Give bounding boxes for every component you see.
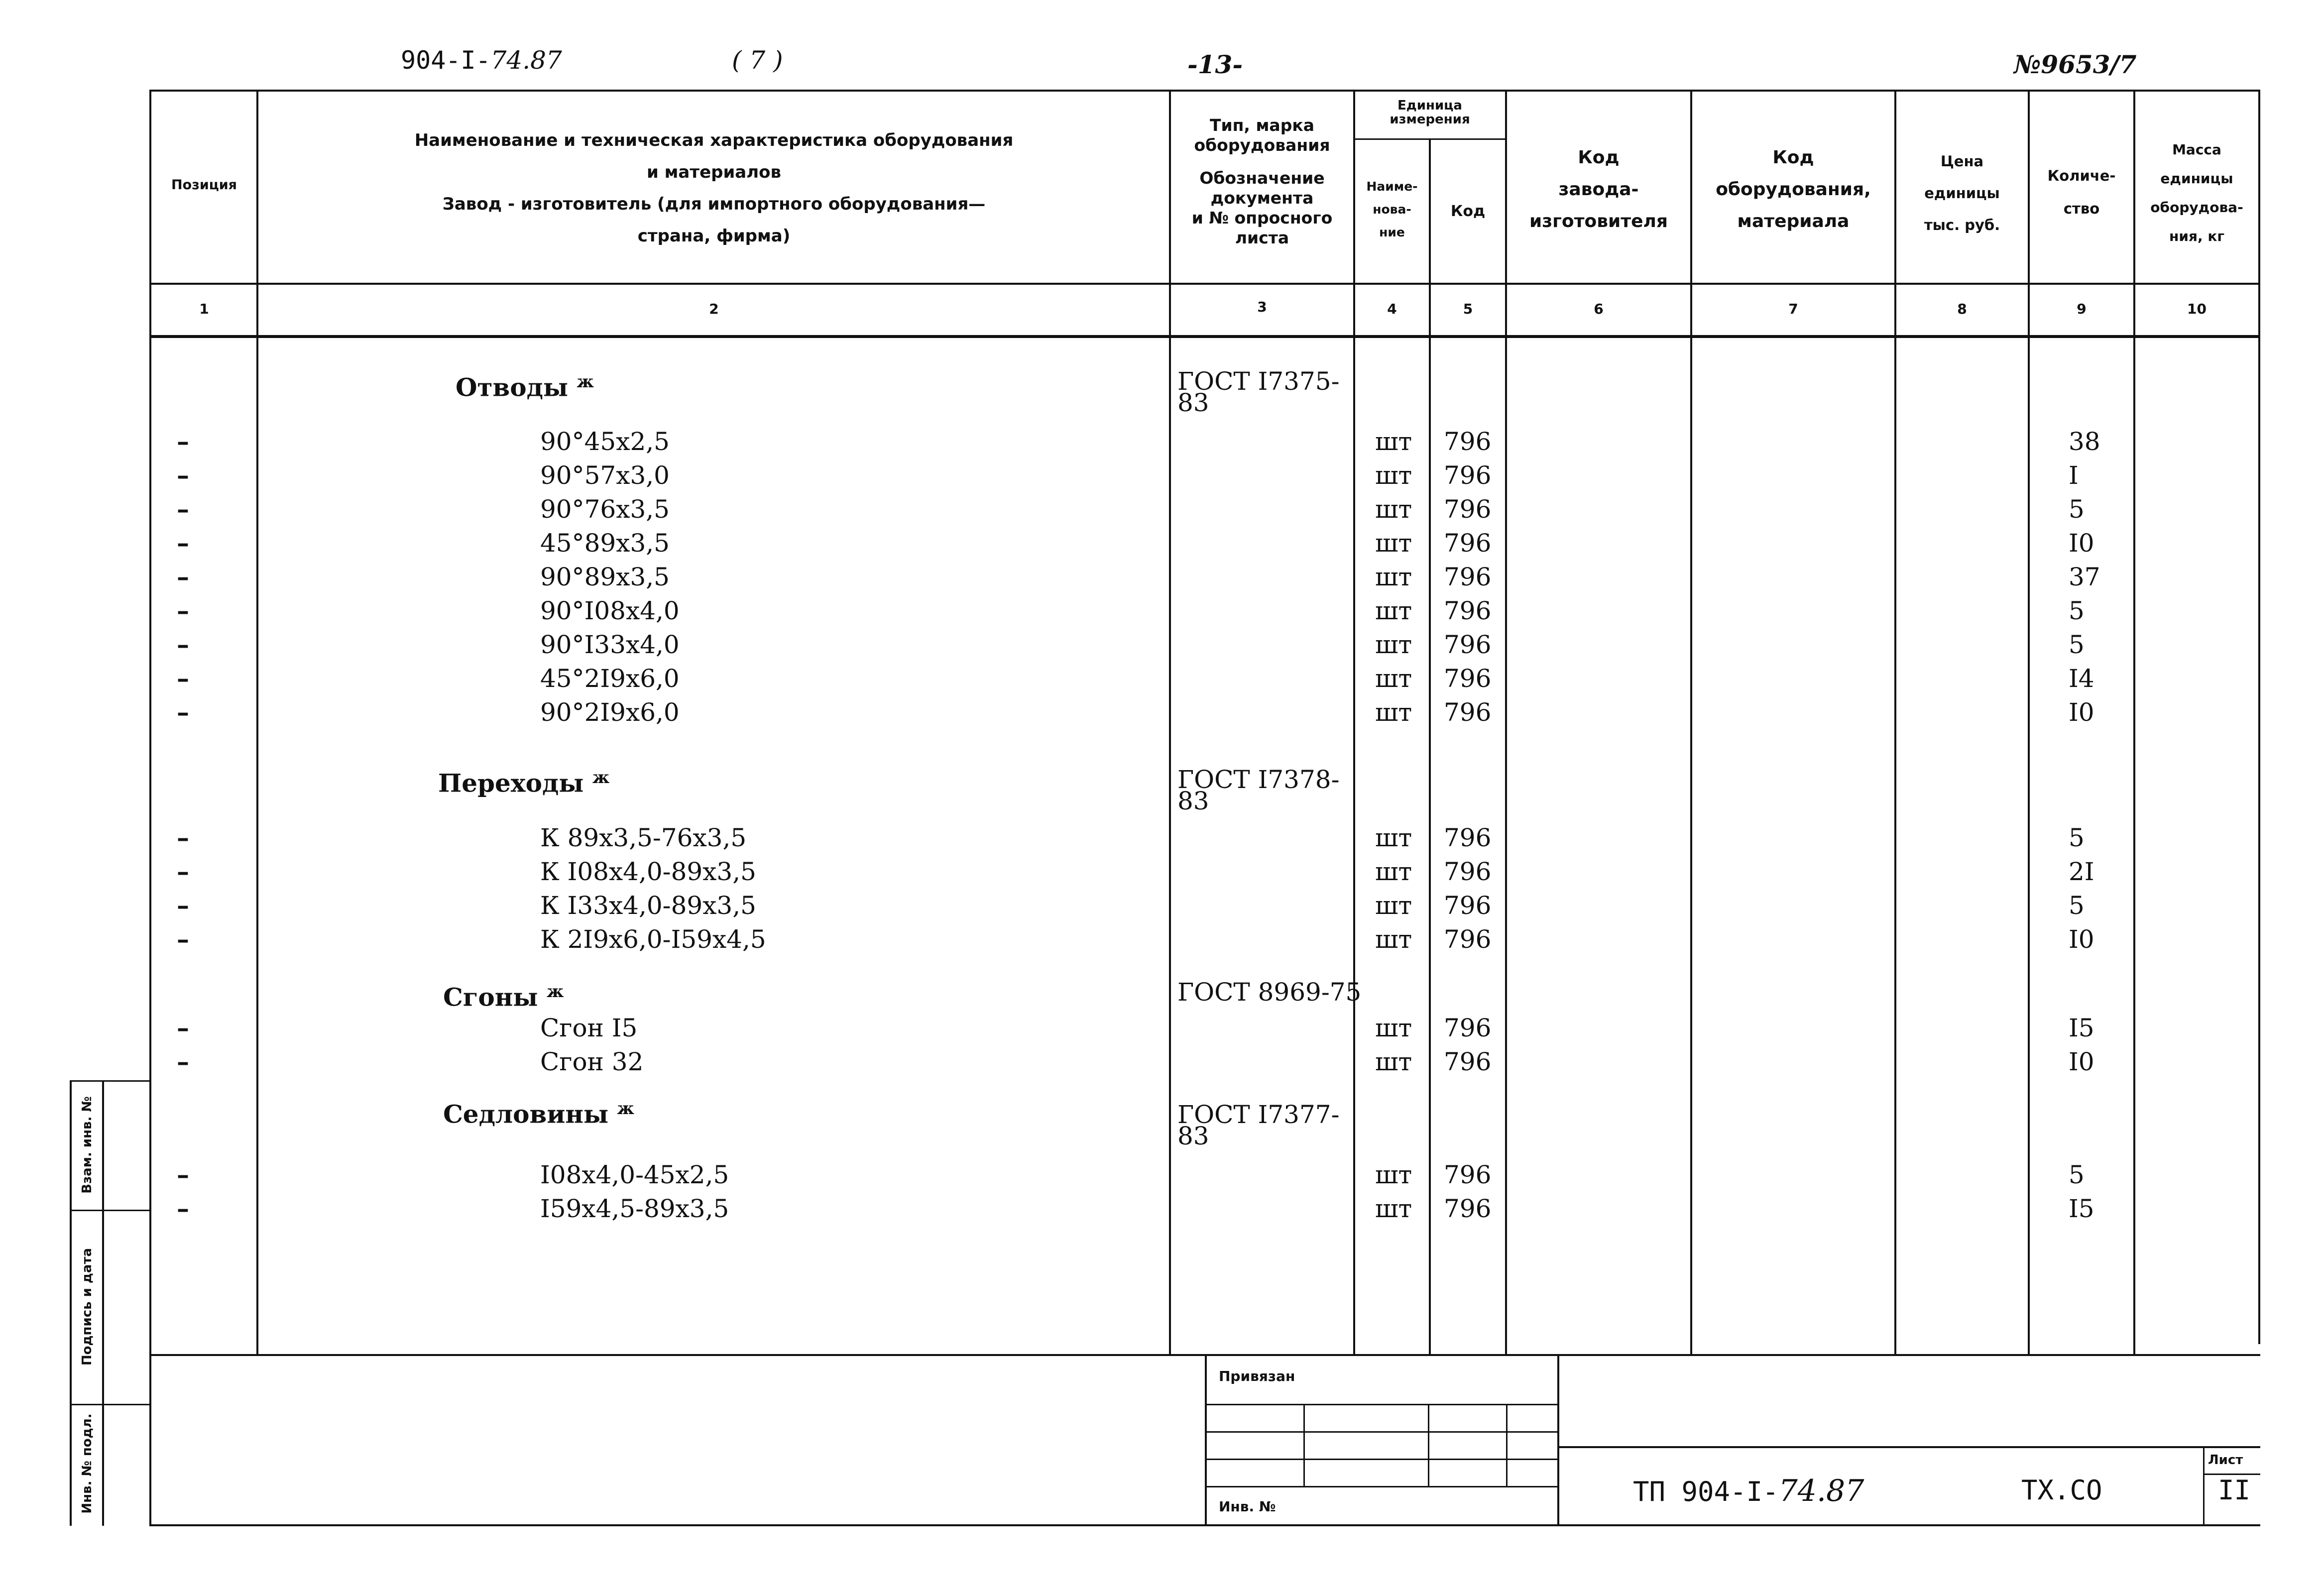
archive-number: №9653/7: [2014, 50, 2137, 79]
col-num-9: 9: [2077, 301, 2087, 317]
row-unit: шт: [1375, 495, 1412, 524]
row-position: –: [177, 596, 189, 625]
stamp-original-inventory: Инв. № подл.: [80, 1413, 95, 1514]
row-name: 90°I08x4,0: [540, 596, 680, 625]
row-quantity: 37: [2069, 563, 2100, 591]
col-unit-code-header: Код: [1450, 203, 1486, 220]
row-position: –: [177, 562, 189, 591]
doc-designation: [1633, 1474, 1864, 1508]
gost-line: ГОСТ I7377-: [1177, 1100, 1340, 1129]
row-unit: шт: [1375, 1160, 1412, 1189]
row-name: 90°89x3,5: [540, 563, 670, 591]
row-position: –: [177, 528, 189, 558]
footnote-mark: ж: [617, 1099, 634, 1119]
row-quantity: 38: [2069, 427, 2100, 456]
row-unit: шт: [1375, 563, 1412, 591]
row-position: –: [177, 1160, 189, 1189]
doc-mark: ТХ.СО: [2021, 1475, 2102, 1506]
row-unit: шт: [1375, 698, 1412, 727]
col-num-4: 4: [1387, 301, 1397, 317]
col-name-header-line: страна, фирма): [637, 226, 791, 246]
col-mass-line: Масса: [2172, 141, 2221, 158]
row-unit: шт: [1375, 461, 1412, 490]
group-name: Седловины: [443, 1099, 609, 1129]
unit-group-header: Единица измерения: [1390, 98, 1470, 127]
col-mass-header: [2135, 135, 2258, 251]
col-num-1: 1: [199, 301, 209, 317]
gost-line: 83: [1177, 388, 1209, 417]
row-unit: шт: [1375, 1047, 1412, 1076]
footnote-mark: ж: [546, 982, 564, 1002]
col-type-header-line: оборудования: [1194, 135, 1330, 155]
col-mass-line: единицы: [2160, 170, 2233, 187]
row-position: –: [177, 697, 189, 727]
row-unit: шт: [1375, 823, 1412, 852]
col-qty-line: ство: [2063, 200, 2100, 217]
col-type-header-line: Тип, марка: [1210, 115, 1314, 135]
row-unit-code: 796: [1444, 495, 1492, 524]
row-unit: шт: [1375, 891, 1412, 920]
doc-designation-handwritten: 74.87: [1778, 1474, 1864, 1508]
col-num-5: 5: [1463, 301, 1473, 317]
col-equip-code-line: Код: [1772, 147, 1814, 168]
row-unit-code: 796: [1444, 891, 1492, 920]
part-number: ( 7 ): [732, 46, 783, 75]
group-title: [456, 373, 594, 400]
group-name: Сгоны: [443, 982, 538, 1012]
row-quantity: 5: [2069, 1160, 2085, 1189]
group-name: Переходы: [438, 768, 584, 798]
attached-label: Привязан: [1219, 1368, 1295, 1384]
row-name: 45°89x3,5: [540, 529, 670, 558]
row-name: 90°2I9x6,0: [540, 698, 680, 727]
row-position: –: [177, 1047, 189, 1076]
stamp-signature-date: Подпись и дата: [80, 1248, 95, 1366]
stamp-replaced-inventory: Взам. инв. №: [80, 1096, 95, 1194]
page-number: -13-: [1187, 50, 1243, 79]
col-price-line: тыс. руб.: [1924, 217, 2000, 233]
row-unit-code: 796: [1444, 857, 1492, 886]
col-num-2: 2: [709, 301, 719, 317]
row-quantity: I5: [2069, 1194, 2094, 1223]
col-price-line: Цена: [1940, 153, 1984, 170]
gost-line: 83: [1177, 1121, 1209, 1150]
row-quantity: I0: [2069, 529, 2094, 558]
row-name: Сгон 32: [540, 1047, 644, 1076]
col-unit-name-header: [1355, 175, 1429, 244]
col-name-header-line: Наименование и техническая характеристика оборудования: [414, 130, 1014, 150]
group-gost: [1177, 765, 1340, 815]
col-mass-line: оборудова-: [2150, 199, 2243, 216]
col-equip-code-line: оборудования,: [1716, 179, 1871, 200]
row-unit-code: 796: [1444, 925, 1492, 954]
col-name-header-line: и материалов: [646, 162, 782, 182]
row-unit-code: 796: [1444, 1014, 1492, 1042]
row-position: –: [177, 494, 189, 524]
footnote-mark: ж: [592, 768, 610, 788]
row-quantity: I0: [2069, 925, 2094, 954]
doc-code-handwritten: 74.87: [490, 46, 562, 75]
gost-line: ГОСТ I7378-: [1177, 765, 1340, 794]
row-name: К I08x4,0-89x3,5: [540, 857, 756, 886]
gost-line: ГОСТ 8969-75: [1177, 978, 1362, 1007]
row-position: –: [177, 857, 189, 886]
col-unit-name-line: ние: [1379, 225, 1405, 239]
col-num-7: 7: [1788, 301, 1798, 317]
row-quantity: I: [2069, 461, 2079, 490]
row-quantity: I4: [2069, 664, 2094, 693]
footnote-mark: ж: [577, 372, 594, 392]
row-unit: шт: [1375, 596, 1412, 625]
col-plant-code-line: изготовителя: [1529, 211, 1668, 231]
row-unit: шт: [1375, 857, 1412, 886]
row-unit: шт: [1375, 925, 1412, 954]
col-name-header-line: Завод - изготовитель (для импортного оборудования—: [442, 194, 986, 214]
row-unit-code: 796: [1444, 1194, 1492, 1223]
group-title: [443, 983, 564, 1010]
col-plant-code-header: [1507, 142, 1690, 237]
group-gost: [1177, 978, 1362, 1007]
row-position: –: [177, 1013, 189, 1042]
col-num-6: 6: [1594, 301, 1604, 317]
row-unit-code: 796: [1444, 461, 1492, 490]
group-gost: [1177, 1100, 1340, 1150]
row-position: –: [177, 924, 189, 954]
col-name-header: [259, 124, 1169, 252]
col-equip-code-header: [1692, 142, 1894, 237]
col-qty-line: Количе-: [2047, 167, 2116, 184]
row-quantity: I0: [2069, 698, 2094, 727]
col-type-header-line: документа: [1210, 188, 1314, 208]
row-unit-code: 796: [1444, 596, 1492, 625]
col-price-header: [1896, 145, 2028, 241]
sheet-label: Лист: [2208, 1453, 2243, 1468]
row-name: 90°76x3,5: [540, 495, 670, 524]
row-unit-code: 796: [1444, 529, 1492, 558]
row-unit: шт: [1375, 529, 1412, 558]
row-unit-code: 796: [1444, 630, 1492, 659]
row-position: –: [177, 630, 189, 659]
col-type-header-line: и № опросного: [1191, 208, 1333, 227]
col-position-header: Позиция: [171, 177, 237, 193]
row-name: Сгон I5: [540, 1014, 638, 1042]
row-quantity: I5: [2069, 1014, 2094, 1042]
row-quantity: I0: [2069, 1047, 2094, 1076]
row-position: –: [177, 1194, 189, 1223]
group-title: [443, 1100, 634, 1127]
row-name: I59x4,5-89x3,5: [540, 1194, 729, 1223]
row-unit-code: 796: [1444, 823, 1492, 852]
col-unit-name-line: нова-: [1373, 202, 1411, 217]
row-name: 90°45x2,5: [540, 427, 670, 456]
row-unit: шт: [1375, 630, 1412, 659]
row-quantity: 5: [2069, 630, 2085, 659]
col-type-header-line: Обозначение: [1199, 168, 1325, 188]
col-type-header-line: листа: [1235, 228, 1289, 247]
row-unit: шт: [1375, 664, 1412, 693]
row-position: –: [177, 823, 189, 852]
col-plant-code-line: завода-: [1558, 179, 1639, 200]
row-name: К 89x3,5-76x3,5: [540, 823, 747, 852]
row-unit-code: 796: [1444, 1160, 1492, 1189]
col-price-line: единицы: [1924, 185, 2000, 202]
col-num-10: 10: [2187, 301, 2207, 317]
col-type-header: [1171, 115, 1353, 248]
doc-code-printed: 904-I-: [401, 46, 491, 75]
row-name: 90°57x3,0: [540, 461, 670, 490]
group-gost: [1177, 367, 1340, 417]
row-name: К 2I9x6,0-I59x4,5: [540, 925, 766, 954]
row-position: –: [177, 664, 189, 693]
row-quantity: 2I: [2069, 857, 2094, 886]
gost-line: 83: [1177, 786, 1209, 815]
row-position: –: [177, 427, 189, 456]
col-plant-code-line: Код: [1578, 147, 1620, 168]
row-unit: шт: [1375, 427, 1412, 456]
col-equip-code-line: материала: [1737, 211, 1850, 231]
row-quantity: 5: [2069, 891, 2085, 920]
row-unit-code: 796: [1444, 664, 1492, 693]
row-quantity: 5: [2069, 823, 2085, 852]
row-unit: шт: [1375, 1014, 1412, 1042]
row-unit-code: 796: [1444, 563, 1492, 591]
group-name: Отводы: [456, 372, 569, 402]
row-unit-code: 796: [1444, 1047, 1492, 1076]
col-num-8: 8: [1957, 301, 1967, 317]
col-unit-name-line: Наиме-: [1366, 179, 1418, 194]
sheet-number: II: [2218, 1475, 2251, 1506]
row-name: I08x4,0-45x2,5: [540, 1160, 729, 1189]
row-name: 90°I33x4,0: [540, 630, 680, 659]
col-qty-header: [2030, 159, 2133, 225]
row-quantity: 5: [2069, 596, 2085, 625]
col-num-3: 3: [1257, 299, 1267, 315]
doc-code: [401, 46, 562, 75]
group-title: [438, 769, 609, 796]
inventory-label: Инв. №: [1219, 1498, 1276, 1515]
doc-designation-printed: ТП 904-I-: [1633, 1476, 1779, 1507]
row-position: –: [177, 460, 189, 490]
col-mass-line: ния, кг: [2169, 228, 2224, 244]
row-unit-code: 796: [1444, 698, 1492, 727]
gost-line: ГОСТ I7375-: [1177, 367, 1340, 396]
row-unit: шт: [1375, 1194, 1412, 1223]
row-unit-code: 796: [1444, 427, 1492, 456]
row-name: 45°2I9x6,0: [540, 664, 680, 693]
row-name: К I33x4,0-89x3,5: [540, 891, 756, 920]
row-position: –: [177, 891, 189, 920]
row-quantity: 5: [2069, 495, 2085, 524]
